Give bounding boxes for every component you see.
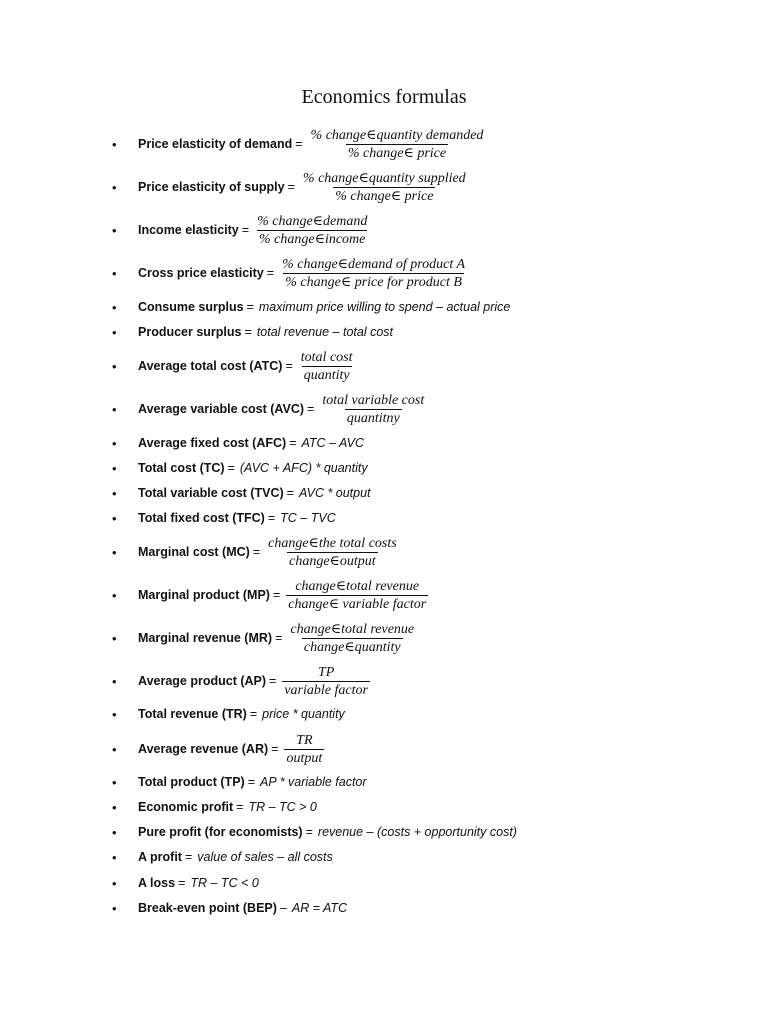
fraction-denominator: variable factor bbox=[284, 682, 368, 698]
bullet-icon: • bbox=[112, 299, 117, 315]
formula-label: Total revenue (TR) bbox=[138, 707, 247, 721]
formula-expression: price * quantity bbox=[262, 707, 345, 721]
list-item bbox=[112, 537, 399, 567]
formula-operator: = bbox=[272, 588, 281, 602]
formula-operator: = bbox=[289, 436, 297, 450]
bullet-icon: • bbox=[112, 179, 117, 195]
formula-label: Average total cost (ATC) bbox=[138, 359, 283, 373]
formula-expression: TC – TVC bbox=[280, 511, 336, 525]
formula-label: Consume surplus bbox=[138, 300, 244, 314]
page-title: Economics formulas bbox=[301, 86, 467, 108]
bullet-icon: • bbox=[112, 774, 117, 790]
fraction-numerator: TP bbox=[317, 664, 335, 680]
fraction-denominator: change∈quantity bbox=[303, 639, 401, 655]
formula-expression: ATC – AVC bbox=[301, 436, 365, 450]
formula-label: Price elasticity of supply bbox=[138, 180, 285, 194]
fraction-denominator: % change∈income bbox=[259, 231, 366, 247]
formula-operator: = bbox=[286, 486, 294, 500]
formula-label: Total product (TP) bbox=[138, 775, 245, 789]
formula-fraction bbox=[320, 392, 426, 427]
formula-expression: revenue – (costs + opportunity cost) bbox=[317, 825, 517, 839]
fraction-denominator: % change∈ price bbox=[347, 145, 447, 161]
formula-operator: = bbox=[236, 800, 244, 814]
formula-operator: = bbox=[269, 674, 277, 688]
formula-expression: TR – TC < 0 bbox=[190, 876, 259, 890]
formula-fraction bbox=[288, 621, 416, 656]
fraction-denominator: quantity bbox=[303, 367, 350, 383]
fraction-numerator: total cost bbox=[300, 349, 353, 365]
formula-label: Average revenue (AR) bbox=[138, 742, 269, 756]
formula-label: Price elasticity of demand bbox=[138, 137, 293, 151]
list-item bbox=[112, 734, 324, 764]
list-item bbox=[112, 172, 468, 202]
formula-operator: = bbox=[271, 742, 279, 756]
fraction-denominator: % change∈ price bbox=[335, 188, 434, 204]
list-item bbox=[112, 893, 347, 923]
bullet-icon: • bbox=[112, 587, 117, 603]
formula-operator: – bbox=[279, 901, 287, 915]
list-item bbox=[112, 394, 426, 424]
fraction-numerator: % change∈demand bbox=[257, 213, 368, 229]
fraction-denominator: quantitny bbox=[346, 410, 400, 426]
formula-fraction bbox=[299, 349, 355, 384]
formula-label: Total variable cost (TVC) bbox=[138, 486, 284, 500]
formula-label: A loss bbox=[138, 876, 176, 890]
formula-label: Marginal cost (MC) bbox=[138, 545, 250, 559]
formula-fraction bbox=[282, 664, 370, 699]
formula-operator: = bbox=[267, 511, 276, 525]
formula-label: Total cost (TC) bbox=[138, 461, 225, 475]
formula-label: Break-even point (BEP) bbox=[138, 901, 277, 915]
formula-operator: = bbox=[287, 180, 295, 194]
list-item bbox=[112, 258, 467, 288]
fraction-numerator: change∈total revenue bbox=[290, 621, 415, 637]
formula-operator: = bbox=[252, 545, 261, 559]
bullet-icon: • bbox=[112, 849, 117, 865]
list-item bbox=[112, 215, 369, 245]
fraction-denominator: change∈ variable factor bbox=[288, 596, 427, 612]
formula-fraction bbox=[309, 127, 486, 162]
bullet-icon: • bbox=[112, 435, 117, 451]
formula-operator: = bbox=[244, 325, 252, 339]
bullet-icon: • bbox=[112, 875, 117, 891]
fraction-denominator: output bbox=[286, 750, 323, 766]
formula-fraction bbox=[284, 732, 324, 767]
formula-label: Average variable cost (AVC) bbox=[138, 402, 305, 416]
formula-label: Marginal product (MP) bbox=[138, 588, 270, 602]
bullet-icon: • bbox=[112, 673, 117, 689]
bullet-icon: • bbox=[112, 544, 117, 560]
bullet-icon: • bbox=[112, 265, 117, 281]
formula-expression: AP * variable factor bbox=[260, 775, 367, 789]
formula-label: Cross price elasticity bbox=[138, 266, 264, 280]
formula-expression: AVC * output bbox=[298, 486, 371, 500]
formula-label: Producer surplus bbox=[138, 325, 242, 339]
formula-operator: = bbox=[266, 266, 275, 280]
fraction-denominator: % change∈ price for product B bbox=[285, 274, 462, 290]
list-item bbox=[112, 503, 336, 533]
formula-expression: (AVC + AFC) * quantity bbox=[239, 461, 368, 475]
formula-operator: = bbox=[295, 137, 303, 151]
formula-operator: = bbox=[249, 707, 258, 721]
formula-operator: = bbox=[285, 359, 293, 373]
formula-expression: TR – TC > 0 bbox=[248, 800, 317, 814]
formula-operator: = bbox=[246, 300, 254, 314]
formula-fraction bbox=[280, 256, 467, 291]
bullet-icon: • bbox=[112, 706, 117, 722]
formula-operator: = bbox=[241, 223, 250, 237]
fraction-numerator: % change∈demand of product A bbox=[282, 256, 466, 272]
bullet-icon: • bbox=[112, 324, 117, 340]
fraction-numerator: change∈the total costs bbox=[268, 535, 397, 551]
fraction-numerator: % change∈quantity supplied bbox=[302, 170, 466, 186]
list-item bbox=[112, 317, 393, 347]
formula-label: Average fixed cost (AFC) bbox=[138, 436, 287, 450]
bullet-icon: • bbox=[112, 900, 117, 916]
bullet-icon: • bbox=[112, 401, 117, 417]
formula-operator: = bbox=[178, 876, 186, 890]
fraction-numerator: % change∈quantity demanded bbox=[310, 127, 484, 143]
list-item bbox=[112, 580, 428, 610]
fraction-numerator: total variable cost bbox=[322, 392, 425, 408]
bullet-icon: • bbox=[112, 510, 117, 526]
formula-label: Marginal revenue (MR) bbox=[138, 631, 273, 645]
formula-label: Income elasticity bbox=[138, 223, 239, 237]
bullet-icon: • bbox=[112, 799, 117, 815]
list-item bbox=[112, 666, 370, 696]
formula-fraction bbox=[301, 170, 468, 205]
formula-operator: = bbox=[184, 850, 193, 864]
formula-expression: maximum price willing to spend – actual price bbox=[258, 300, 511, 314]
formula-label: Average product (AP) bbox=[138, 674, 267, 688]
fraction-numerator: TR bbox=[296, 732, 313, 748]
bullet-icon: • bbox=[112, 824, 117, 840]
bullet-icon: • bbox=[112, 222, 117, 238]
formula-fraction bbox=[255, 213, 369, 248]
fraction-denominator: change∈output bbox=[289, 553, 376, 569]
list-item bbox=[112, 129, 485, 159]
formula-label: Economic profit bbox=[138, 800, 234, 814]
formula-fraction bbox=[266, 535, 399, 570]
formula-expression: AR = ATC bbox=[291, 901, 348, 915]
bullet-icon: • bbox=[112, 741, 117, 757]
bullet-icon: • bbox=[112, 136, 117, 152]
formula-expression: value of sales – all costs bbox=[197, 850, 333, 864]
formula-label: Pure profit (for economists) bbox=[138, 825, 303, 839]
bullet-icon: • bbox=[112, 630, 117, 646]
formula-label: A profit bbox=[138, 850, 182, 864]
bullet-icon: • bbox=[112, 485, 117, 501]
formula-operator: = bbox=[307, 402, 315, 416]
list-item bbox=[112, 699, 345, 729]
formula-expression: total revenue – total cost bbox=[256, 325, 394, 339]
formula-operator: = bbox=[227, 461, 235, 475]
formula-operator: = bbox=[305, 825, 313, 839]
list-item bbox=[112, 623, 416, 653]
formula-fraction bbox=[286, 578, 428, 613]
list-item bbox=[112, 351, 355, 381]
fraction-numerator: change∈total revenue bbox=[295, 578, 420, 594]
formula-operator: = bbox=[247, 775, 256, 789]
bullet-icon: • bbox=[112, 460, 117, 476]
formula-label: Total fixed cost (TFC) bbox=[138, 511, 265, 525]
formula-operator: = bbox=[275, 631, 283, 645]
bullet-icon: • bbox=[112, 358, 117, 374]
